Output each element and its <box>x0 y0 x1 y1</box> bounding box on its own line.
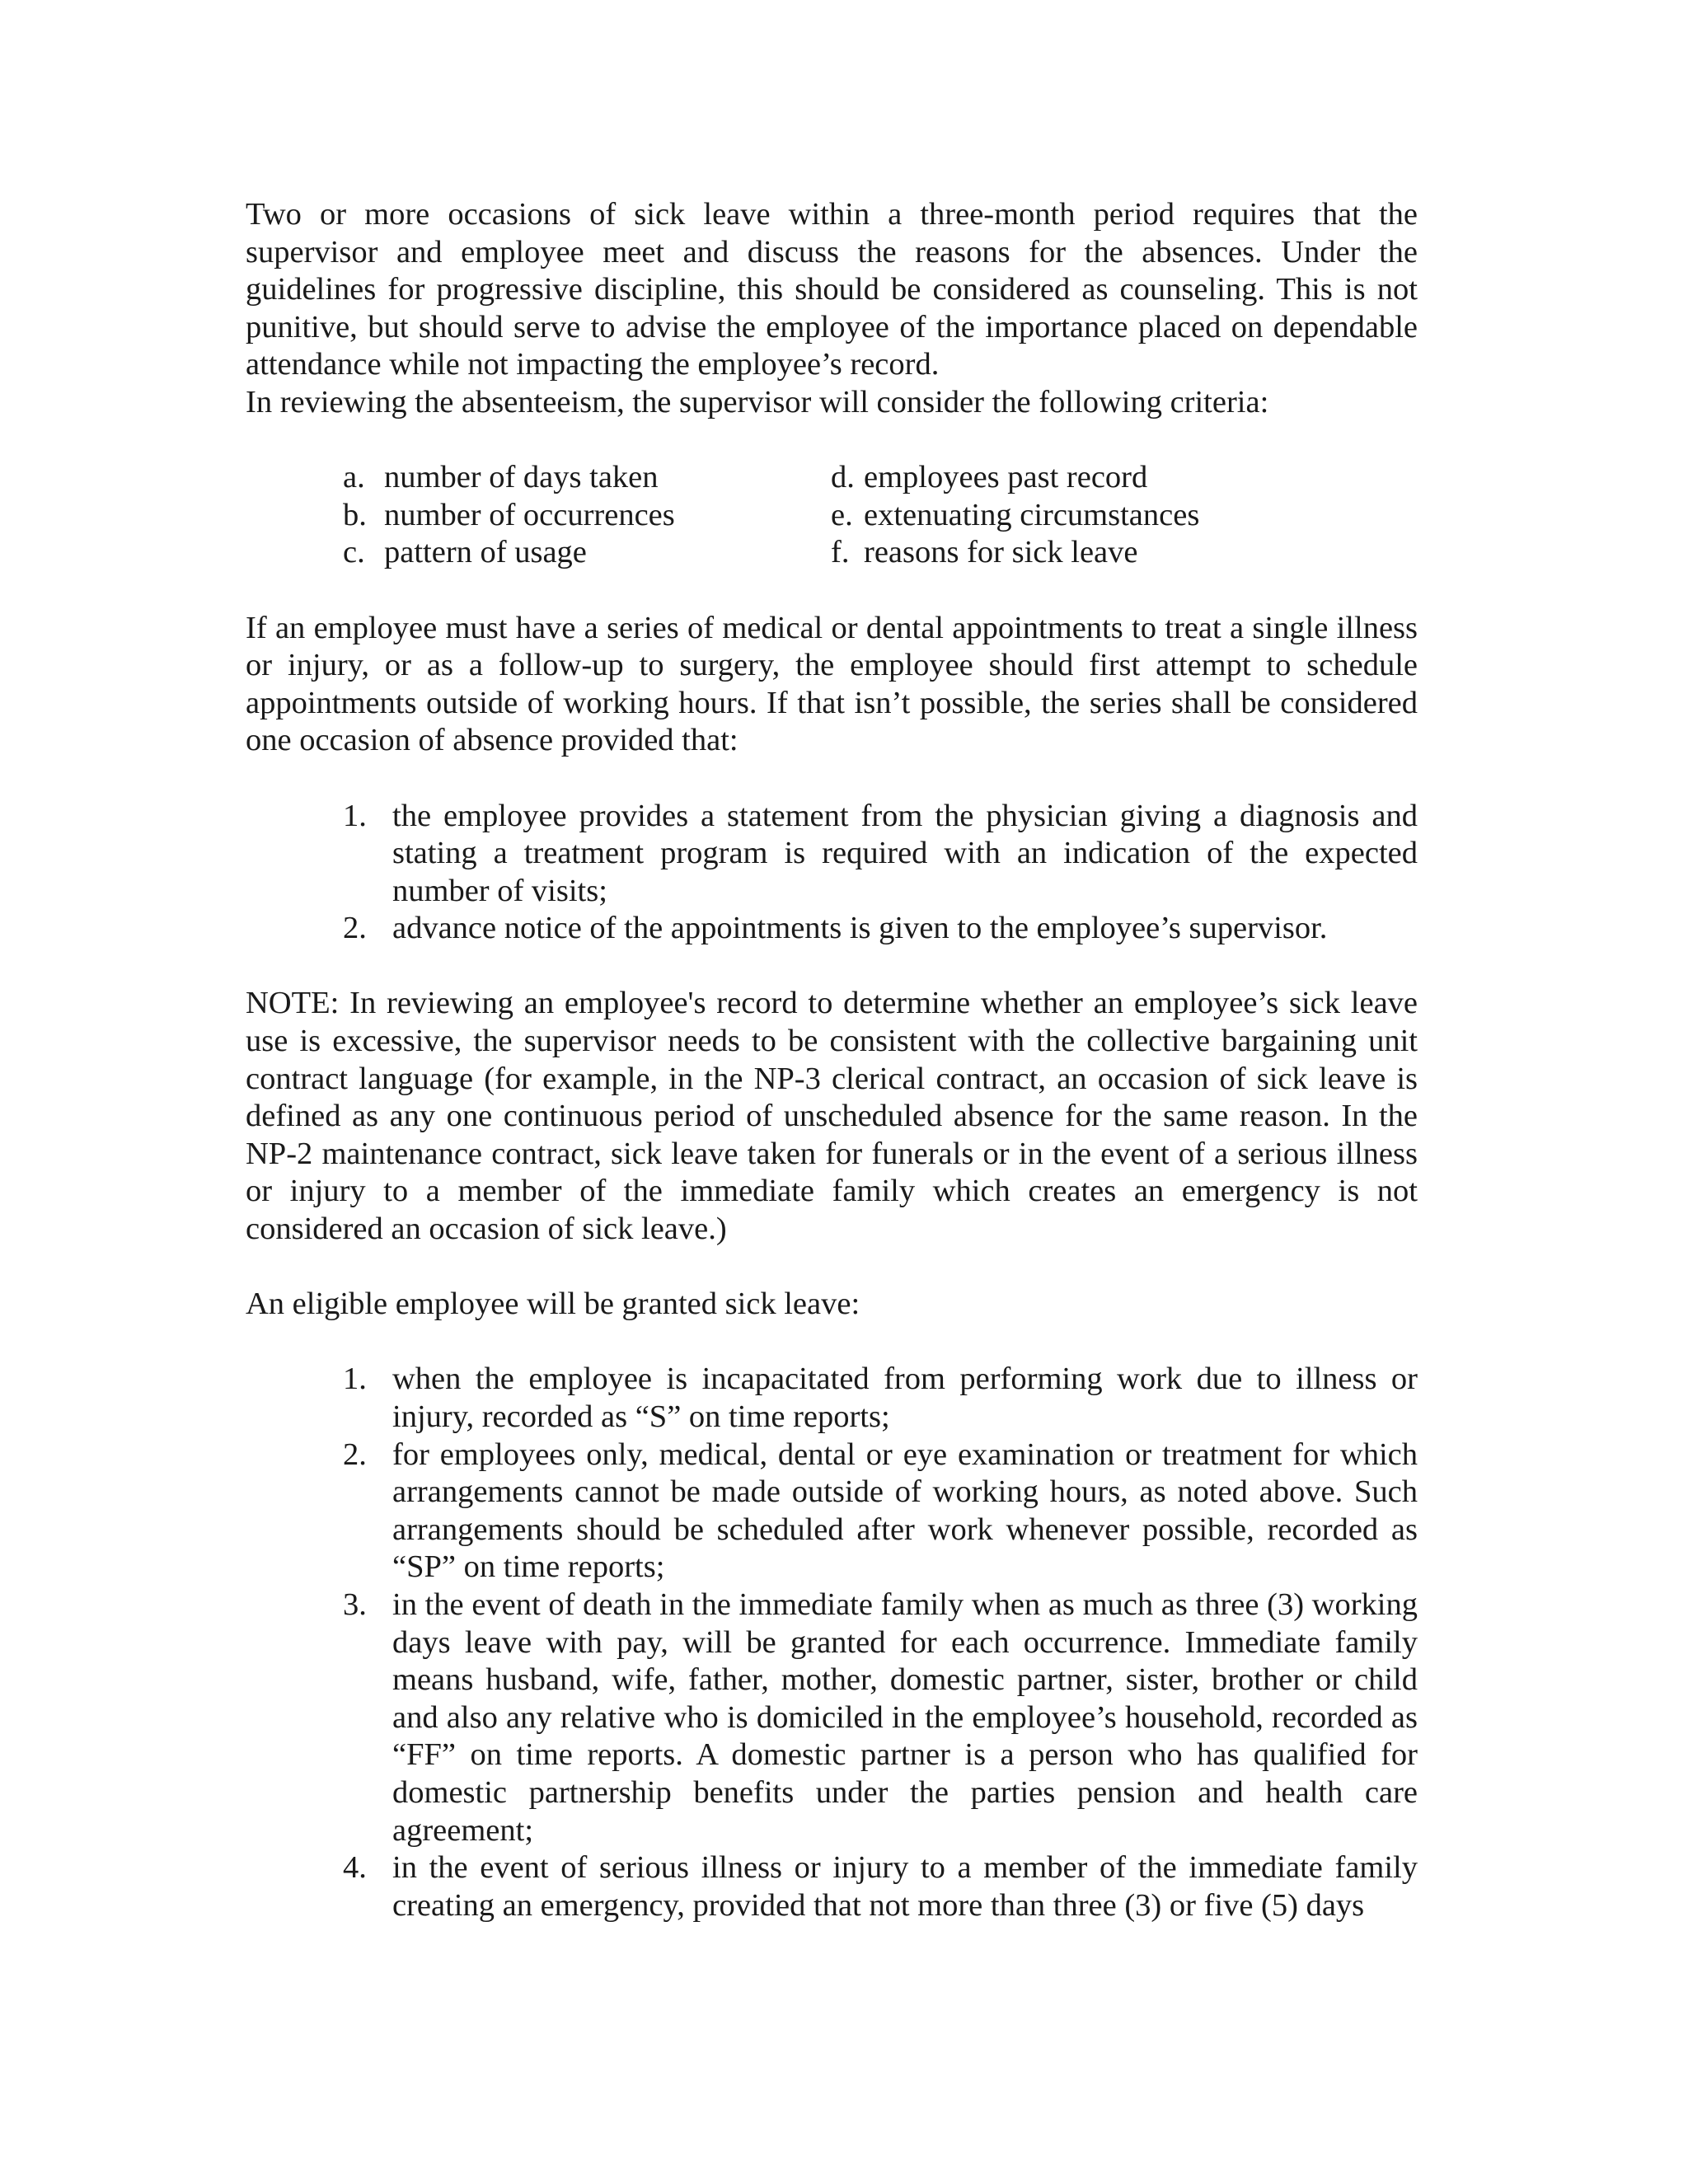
criteria-marker: a. <box>343 460 365 495</box>
spacer <box>246 1249 1418 1286</box>
list-text: for employees only, medical, dental or eye examination or treatment for which arrangements cannot be made outside of working hours, as noted above. Such arrangements should be scheduled after work whenever possible, recorded as “SP” on time reports; <box>392 1436 1418 1585</box>
list-text: in the event of serious illness or injury to a member of the immediate family creating an emergency, provided that not more than three (3) or five (5) days <box>392 1850 1418 1923</box>
criteria-text: reasons for sick leave <box>864 535 1138 570</box>
criteria-item <box>343 459 831 497</box>
list-item <box>246 1436 1418 1586</box>
document-page <box>246 196 1418 1924</box>
list-text: in the event of death in the immediate family when as much as three (3) working days leave with pay, will be granted for each occurrence. Immediate family means husband, wife, father, mother, domestic partner, sister, brother or child and also any relative who is domiciled in the employee’s household, recorded as “FF” on time reports. A domestic partner is a person who has qualified for domestic partnership benefits under the parties pension and health care agreement; <box>392 1586 1418 1848</box>
list-number: 3. <box>343 1586 367 1622</box>
criteria-item <box>831 497 1418 535</box>
criteria-marker: e. <box>831 497 853 532</box>
criteria-item <box>343 497 831 535</box>
granted-list <box>246 1361 1418 1924</box>
criteria-text: number of days taken <box>384 460 659 495</box>
granted-lead: An eligible employee will be granted sick leave: <box>246 1286 860 1322</box>
list-item <box>246 1361 1418 1436</box>
criteria-marker: c. <box>343 535 365 570</box>
appointments-paragraph: If an employee must have a series of medical or dental appointments to treat a single illness or injury, or as a follow-up to surgery, the employee should first attempt to schedule appointments outside of working hours. If that isn’t possible, the series shall be considered one occasion of absence provided that: <box>246 610 1418 758</box>
criteria-item <box>831 534 1418 572</box>
list-number: 4. <box>343 1850 367 1886</box>
list-number: 2. <box>343 911 367 946</box>
appointments-list <box>246 798 1418 948</box>
list-item <box>246 910 1418 948</box>
list-text: advance notice of the appointments is given to the employee’s supervisor. <box>392 911 1328 946</box>
criteria-item <box>343 534 831 572</box>
spacer <box>246 1324 1418 1361</box>
spacer <box>246 422 1418 460</box>
list-item <box>246 798 1418 911</box>
list-item <box>246 1586 1418 1849</box>
criteria-text: extenuating circumstances <box>864 497 1200 532</box>
intro-paragraph: Two or more occasions of sick leave within a three-month period requires that the supervisor and employee meet and discuss the reasons for the absences. Under the guidelines for progressive discipline, this should be considered as counseling. This is not punitive, but should serve to advise the employee of the importance placed on dependable attendance while not impacting the employee’s record. <box>246 197 1418 382</box>
criteria-marker: d. <box>831 460 855 495</box>
spacer <box>246 760 1418 798</box>
criteria-list <box>343 459 1418 572</box>
list-number: 1. <box>343 1361 367 1397</box>
note-paragraph: NOTE: In reviewing an employee's record to determine whether an employee’s sick leave use is excessive, the supervisor needs to be consistent with the collective bargaining unit contract language (for example, in the NP-3 clerical contract, an occasion of sick leave is defined as any one continuous period of unscheduled absence for the same reason. In the NP-2 maintenance contract, sick leave taken for funerals or in the event of a serious illness or injury to a member of the immediate family which creates an emergency is not considered an occasion of sick leave.) <box>246 986 1418 1247</box>
list-text: when the employee is incapacitated from performing work due to illness or injury, recorded as “S” on time reports; <box>392 1361 1418 1434</box>
list-number: 1. <box>343 798 367 833</box>
list-text: the employee provides a statement from the physician giving a diagnosis and stating a treatment program is required with an indication of the expected number of visits; <box>392 798 1418 908</box>
criteria-marker: b. <box>343 497 367 532</box>
criteria-text: pattern of usage <box>384 535 587 570</box>
criteria-item <box>831 459 1418 497</box>
criteria-text: employees past record <box>864 460 1148 495</box>
spacer <box>246 948 1418 986</box>
criteria-lead: In reviewing the absenteeism, the supervisor will consider the following criteria: <box>246 384 1269 419</box>
criteria-text: number of occurrences <box>384 497 675 532</box>
list-number: 2. <box>343 1436 367 1472</box>
criteria-marker: f. <box>831 535 850 570</box>
spacer <box>246 572 1418 610</box>
list-item <box>246 1849 1418 1924</box>
